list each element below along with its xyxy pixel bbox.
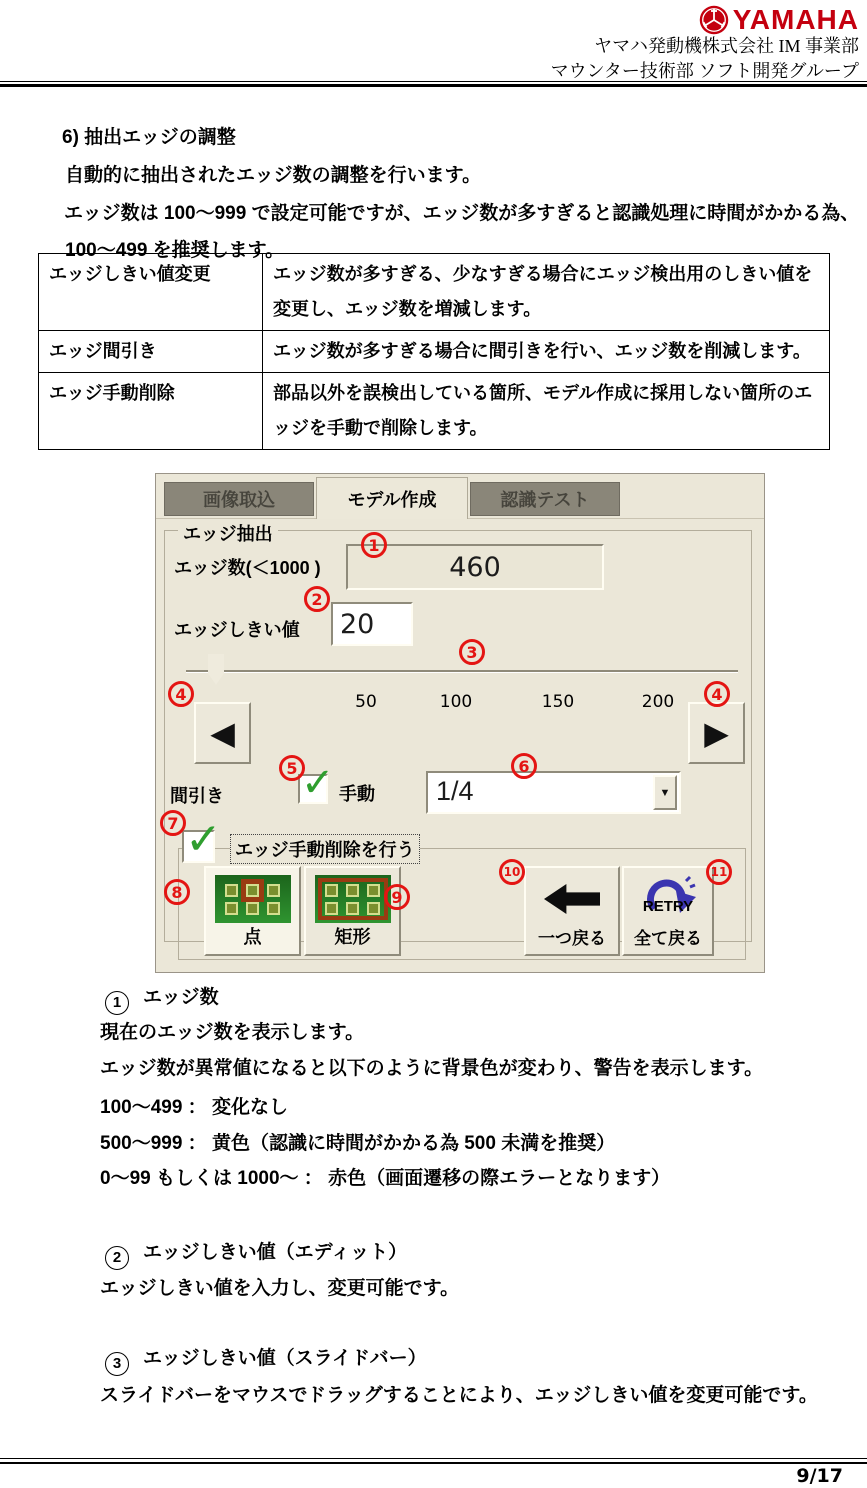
callout-7: 7 [160, 810, 186, 836]
edge-threshold-label: エッジしきい値 [174, 620, 300, 640]
note-title-text: エッジしきい値（エディット） [143, 1242, 408, 1263]
manual-thinning-checkbox[interactable] [298, 761, 335, 805]
screenshot-dialog [155, 473, 765, 973]
slider-tick-label: 50 [355, 692, 377, 712]
undo-all-button[interactable] [622, 866, 714, 956]
table-desc-cell: エッジ数が多すぎる、少なすぎる場合にエッジ検出用のしきい値を変更し、エッジ数を増減します。 [263, 254, 830, 331]
tab-label: モデル作成 [347, 489, 437, 510]
callout-4-right: 4 [704, 681, 730, 707]
section-heading: 6) 抽出エッジの調整 [62, 127, 236, 148]
callout-4-left: 4 [168, 681, 194, 707]
note-title-text: エッジ数 [143, 987, 219, 1008]
edge-extract-group-title: エッジ抽出 [178, 520, 278, 546]
pcb-rect-icon [315, 875, 391, 923]
note-line: エッジ数が異常値になると以下のように背景色が変わり、警告を表示します。 [100, 1058, 764, 1079]
callout-9: 9 [384, 884, 410, 910]
footer-rule-thin [0, 1458, 867, 1459]
undo-all-label: 全て戻る [634, 929, 702, 948]
rect-button-label: 矩形 [334, 927, 371, 947]
edge-threshold-input[interactable] [331, 602, 413, 646]
pcb-point-icon [215, 875, 291, 923]
thinning-label: 間引き [170, 786, 224, 806]
retry-text: RETRY [642, 898, 694, 915]
paragraph-line: 自動的に抽出されたエッジ数の調整を行います。 [65, 165, 482, 186]
yamaha-mark-icon [699, 5, 729, 35]
slider-decrease-button[interactable] [194, 702, 251, 764]
note-title [105, 982, 219, 1015]
edge-count-label: エッジ数(＜1000 ) [174, 558, 321, 578]
check-icon: ✓ [301, 761, 335, 805]
table-term-cell: エッジしきい値変更 [39, 254, 263, 331]
left-triangle-icon: ◀ [210, 715, 235, 751]
rect-mode-button[interactable] [304, 866, 401, 956]
slider-tick-label: 100 [439, 692, 473, 712]
page-number: 9/17 [796, 1465, 843, 1487]
footer-rule-thick [0, 1462, 867, 1465]
header-rule-thick [0, 84, 867, 87]
note-line: 0～99 もしくは 1000～ ： 赤色（画面遷移の際エラーとなります） [100, 1168, 671, 1189]
company-name: ヤマハ発動機株式会社 IM 事業部 [594, 36, 859, 56]
tab-label: 認識テスト [500, 490, 590, 510]
note-number-badge: 3 [105, 1352, 129, 1376]
manual-checkbox-label: 手動 [339, 784, 375, 804]
callout-10: 10 [499, 859, 525, 885]
combobox-dropdown-button[interactable] [653, 775, 677, 810]
callout-6: 6 [511, 753, 537, 779]
callout-11: 11 [706, 859, 732, 885]
table-desc-cell: エッジ数が多すぎる場合に間引きを行い、エッジ数を削減します。 [263, 331, 830, 373]
undo-one-label: 一つ戻る [538, 929, 606, 948]
note-number-badge: 2 [105, 1246, 129, 1270]
tab-image-capture[interactable] [164, 482, 314, 516]
tab-recognition-test[interactable] [470, 482, 620, 516]
back-arrow-icon [544, 884, 600, 914]
note-line: エッジしきい値を入力し、変更可能です。 [100, 1278, 460, 1299]
retry-icon [640, 869, 696, 924]
callout-1: 1 [361, 532, 387, 558]
table-row [39, 373, 830, 450]
point-button-label: 点 [243, 927, 262, 947]
dropdown-arrow-icon: ▼ [659, 786, 671, 799]
note-title [105, 1237, 407, 1270]
callout-8: 8 [164, 879, 190, 905]
check-icon: ✓ [185, 815, 222, 864]
edge-count-value: 460 [449, 551, 501, 583]
note-title [105, 1343, 427, 1376]
callout-5: 5 [279, 755, 305, 781]
table-term-cell: エッジ間引き [39, 331, 263, 373]
table-row [39, 254, 830, 331]
table-row [39, 331, 830, 373]
note-title-text: エッジしきい値（スライドバー） [143, 1348, 427, 1369]
slider-tick-label: 150 [541, 692, 575, 712]
note-line: 現在のエッジ数を表示します。 [100, 1022, 365, 1043]
tab-model-create[interactable] [316, 477, 468, 519]
brand-wordmark: YAMAHA [732, 4, 859, 35]
manual-delete-label[interactable]: エッジ手動削除を行う [230, 834, 420, 864]
tab-label: 画像取込 [203, 490, 275, 510]
edge-adjust-table [38, 253, 830, 450]
undo-one-button[interactable] [524, 866, 620, 956]
paragraph-line: エッジ数は 100～999 で設定可能ですが、エッジ数が多すぎると認識処理に時間がかかる為、 [64, 203, 860, 224]
table-term-cell: エッジ手動削除 [39, 373, 263, 450]
header-rule-thin [0, 81, 867, 82]
note-line: スライドバーをマウスでドラッグすることにより、エッジしきい値を変更可能です。 [100, 1385, 818, 1406]
right-triangle-icon: ▶ [704, 715, 729, 751]
threshold-slider-track[interactable] [186, 670, 738, 673]
note-line: 500～999 ： 黄色（認識に時間がかかる為 500 未満を推奨） [100, 1133, 616, 1154]
edge-threshold-value: 20 [340, 608, 375, 640]
manual-delete-checkbox[interactable] [182, 815, 222, 864]
callout-3: 3 [459, 639, 485, 665]
callout-2: 2 [304, 586, 330, 612]
paragraph-line: 100～499 を推奨します。 [65, 240, 285, 261]
department-name: マウンター技術部 ソフト開発グループ [550, 61, 859, 81]
slider-increase-button[interactable] [688, 702, 745, 764]
slider-tick-label: 200 [641, 692, 675, 712]
note-number-badge: 1 [105, 991, 129, 1015]
ratio-value: 1/4 [436, 776, 474, 806]
point-mode-button[interactable] [204, 866, 301, 956]
thinning-ratio-combobox[interactable] [426, 771, 681, 814]
note-line: 100～499 ： 変化なし [100, 1097, 288, 1118]
table-desc-cell: 部品以外を誤検出している箇所、モデル作成に採用しない箇所のエッジを手動で削除します。 [263, 373, 830, 450]
